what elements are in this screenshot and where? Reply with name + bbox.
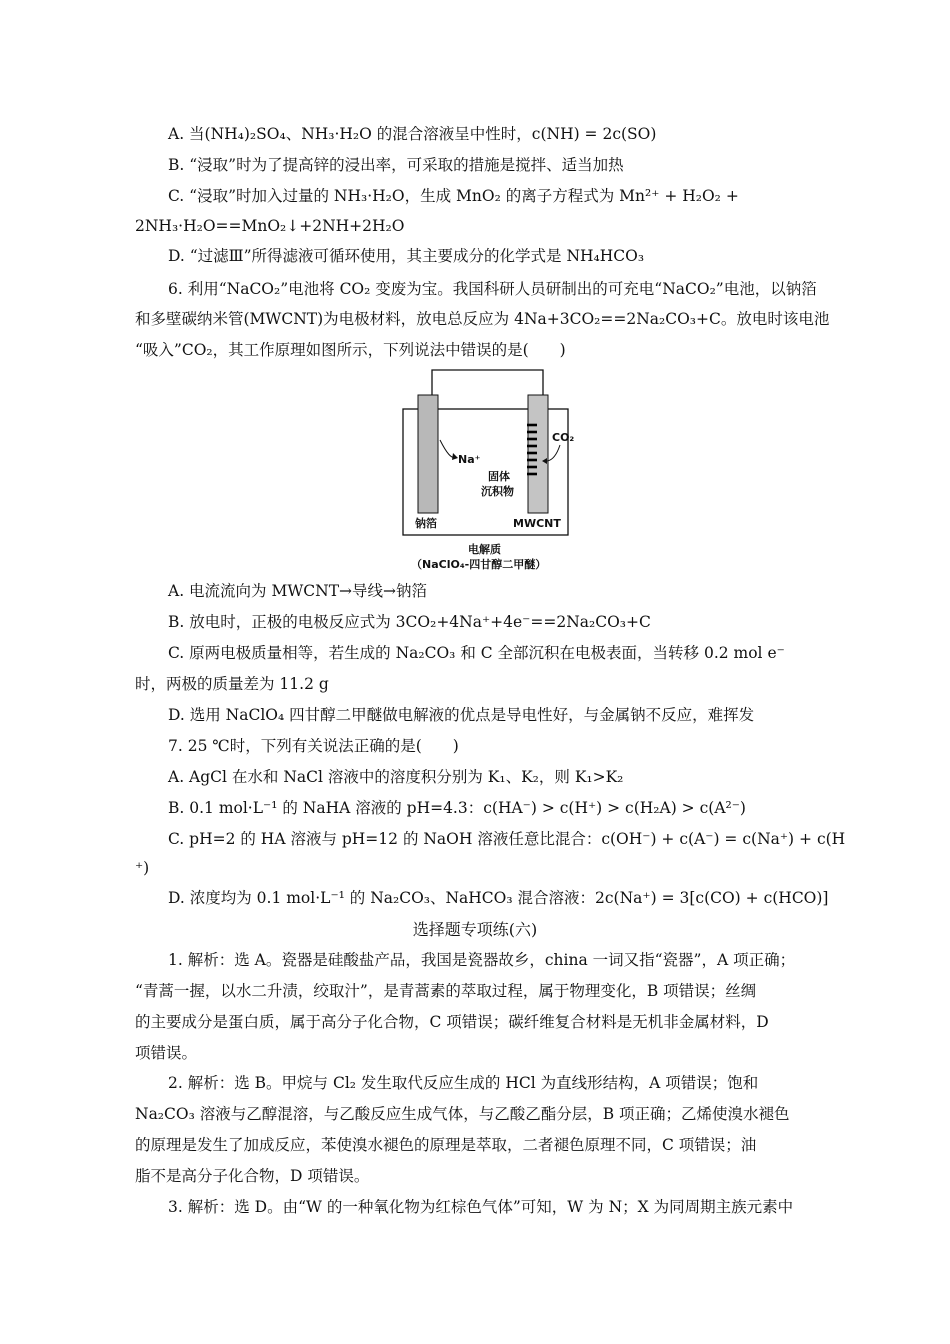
option-5b: B. “浸取”时为了提高锌的浸出率，可采取的措施是搅拌、适当加热 [168, 156, 624, 174]
left-electrode-label: 钠箔 [415, 517, 437, 530]
answer-2-line4: 脂不是高分子化合物，D 项错误。 [135, 1167, 370, 1185]
option-7d: D. 浓度均为 0.1 mol·L⁻¹ 的 Na₂CO₃、NaHCO₃ 混合溶液：2c(Na⁺) = 3[c(CO) + c(HCO)] [168, 889, 829, 907]
answer-1-line1: 1. 解析：选 A。瓷器是硅酸盐产品，我国是瓷器故乡，china 一词又指“瓷器”，A 项正确； [168, 951, 796, 969]
answer-2-line3: 的原理是发生了加成反应，苯使溴水褪色的原理是萃取，二者褪色原理不同，C 项错误；油 [135, 1136, 757, 1154]
option-7c-cont: ⁺) [135, 859, 150, 877]
question-6-stem-cont1: 和多壁碳纳米管(MWCNT)为电极材料，放电总反应为 4Na+3CO₂==2Na₂CO₃+C。放电时该电池 [135, 310, 830, 328]
co2-label: CO₂ [552, 431, 575, 444]
answer-1-line3: 的主要成分是蛋白质，属于高分子化合物，C 项错误；碳纤维复合材料是无机非金属材料，D [135, 1013, 769, 1031]
deposit-label-1: 固体 [488, 470, 510, 483]
option-7c: C. pH=2 的 HA 溶液与 pH=12 的 NaOH 溶液任意比混合：c(OH⁻) + c(A⁻) = c(Na⁺) + c(H [168, 830, 846, 848]
battery-diagram [395, 365, 575, 575]
right-electrode-label: MWCNT [513, 517, 561, 530]
question-7-stem: 7. 25 ℃时，下列有关说法正确的是( ) [168, 737, 459, 755]
answer-1-line4: 项错误。 [135, 1044, 198, 1062]
option-6d: D. 选用 NaClO₄ 四甘醇二甲醚做电解液的优点是导电性好，与金属钠不反应，难挥发 [168, 706, 755, 724]
section-title: 选择题专项练(六) [412, 920, 538, 939]
question-6-stem-cont2: “吸入”CO₂，其工作原理如图所示，下列说法中错误的是( ) [135, 341, 566, 359]
option-5c: C. “浸取”时加入过量的 NH₃·H₂O，生成 MnO₂ 的离子方程式为 Mn²⁺ + H₂O₂ + [168, 187, 739, 205]
answer-2-line1: 2. 解析：选 B。甲烷与 Cl₂ 发生取代反应生成的 HCl 为直线形结构，A 项错误；饱和 [168, 1074, 759, 1092]
option-6a: A. 电流流向为 MWCNT→导线→钠箔 [168, 582, 428, 600]
co2-arrow [547, 445, 560, 461]
option-6c-cont: 时，两极的质量差为 11.2 g [135, 675, 329, 693]
option-5c-cont: 2NH₃·H₂O==MnO₂↓+2NH+2H₂O [135, 217, 405, 235]
answer-1-line2: “青蒿一握，以水二升渍，绞取汁”，是青蒿素的萃取过程，属于物理变化，B 项错误；丝绸 [135, 982, 757, 1000]
option-5d: D. “过滤Ⅲ”所得滤液可循环使用，其主要成分的化学式是 NH₄HCO₃ [168, 247, 645, 265]
option-5a: A. 当(NH₄)₂SO₄、NH₃·H₂O 的混合溶液呈中性时，c(NH) = 2c(SO) [168, 125, 657, 143]
answer-3-line1: 3. 解析：选 D。由“W 的一种氧化物为红棕色气体”可知，W 为 N；X 为同周期主族元素中 [168, 1198, 794, 1216]
question-6-stem: 6. 利用“NaCO₂”电池将 CO₂ 变废为宝。我国科研人员研制出的可充电“NaCO₂”电池，以钠箔 [168, 280, 817, 298]
electrolyte-detail-label: （NaClO₄-四甘醇二甲醚） [411, 558, 547, 571]
na-ion-label: Na⁺ [458, 453, 481, 466]
electrolyte-label: 电解质 [468, 543, 501, 556]
option-6b: B. 放电时，正极的电极反应式为 3CO₂+4Na⁺+4e⁻==2Na₂CO₃+C [168, 613, 651, 631]
option-7b: B. 0.1 mol·L⁻¹ 的 NaHA 溶液的 pH=4.3：c(HA⁻) > c(H⁺) > c(H₂A) > c(A²⁻) [168, 799, 746, 817]
answer-2-line2: Na₂CO₃ 溶液与乙醇混溶，与乙酸反应生成气体，与乙酸乙酯分层，B 项正确；乙烯使溴水褪色 [135, 1105, 790, 1123]
option-7a: A. AgCl 在水和 NaCl 溶液中的溶度积分别为 K₁、K₂，则 K₁>K₂ [168, 768, 624, 786]
external-wire [432, 370, 543, 395]
sodium-foil-electrode [418, 395, 438, 513]
deposit-label-2: 沉积物 [481, 485, 514, 498]
option-6c: C. 原两电极质量相等，若生成的 Na₂CO₃ 和 C 全部沉积在电极表面，当转移 0.2 mol e⁻ [168, 644, 785, 662]
